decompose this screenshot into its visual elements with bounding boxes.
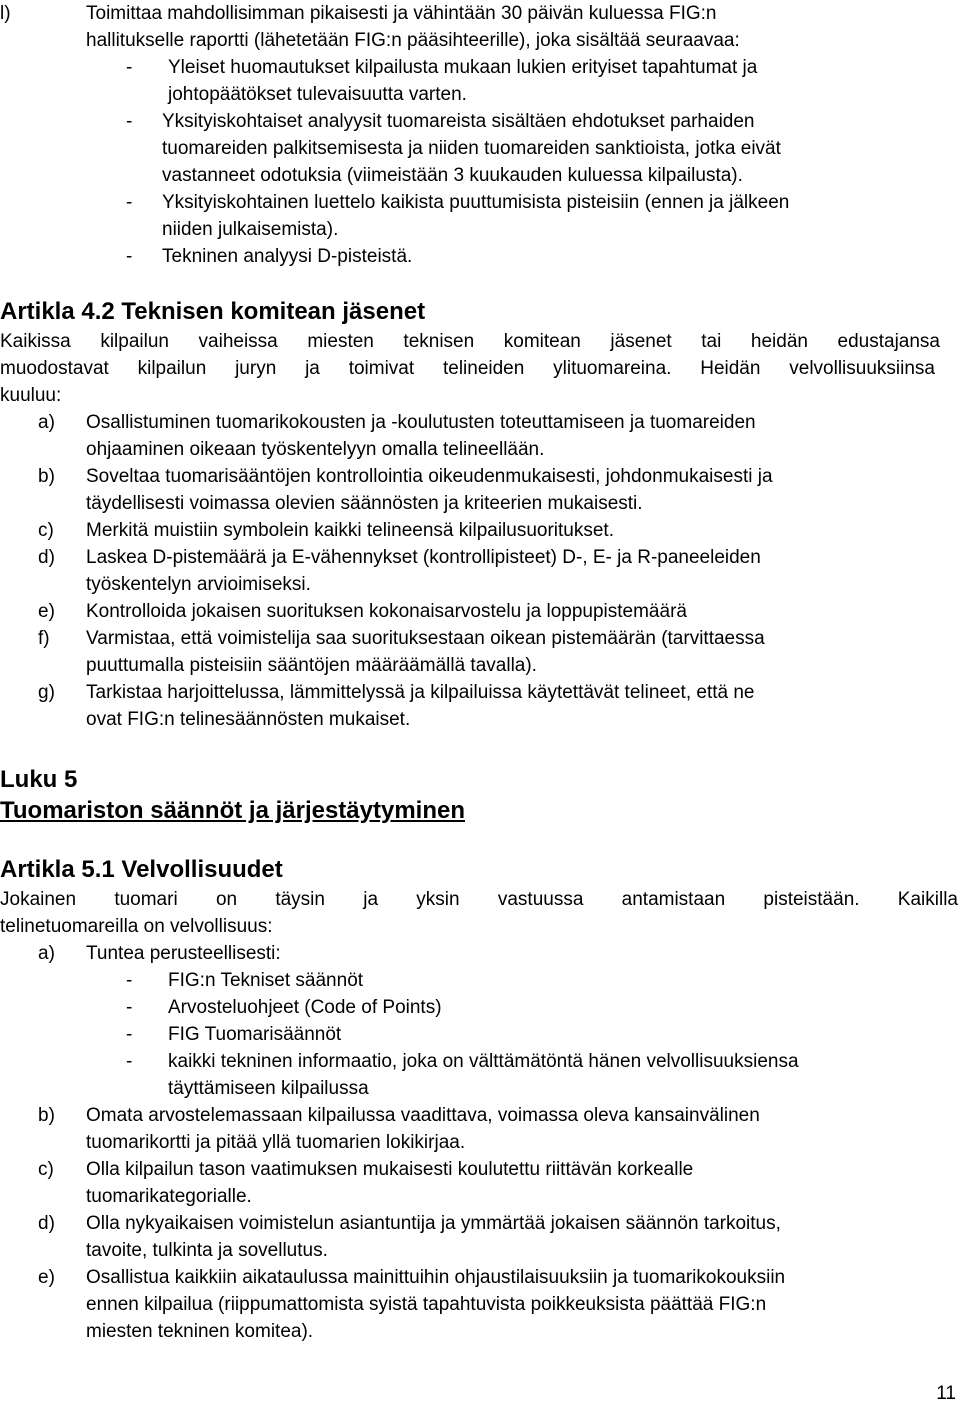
- text-line: ovat FIG:n telinesäännösten mukaiset.: [86, 709, 411, 730]
- text-line: tuomarikortti ja pitää yllä tuomarien lokikirjaa.: [86, 1132, 466, 1153]
- paragraph-line: kuuluu:: [0, 385, 62, 406]
- text-line: FIG Tuomarisäännöt: [168, 1024, 342, 1045]
- text-line: Tarkistaa harjoittelussa, lämmittelyssä ja kilpailuissa käytettävät telineet, että ne: [86, 682, 755, 703]
- list-label: c): [38, 1159, 54, 1180]
- text-line: Omata arvostelemassaan kilpailussa vaadittava, voimassa oleva kansainvälinen: [86, 1105, 760, 1126]
- text-line: Olla nykyaikaisen voimistelun asiantuntija ja ymmärtää jokaisen säännön tarkoitus,: [86, 1213, 781, 1234]
- paragraph-line: Jokainen tuomari on täysin ja yksin vastuussa antamistaan pisteistään. Kaikilla: [0, 889, 958, 910]
- dash-marker: -: [126, 57, 133, 78]
- chapter-title: Tuomariston säännöt ja järjestäytyminen: [0, 797, 466, 824]
- article-heading: Artikla 4.2 Teknisen komitean jäsenet: [0, 298, 426, 325]
- text-line: kaikki tekninen informaatio, joka on välttämätöntä hänen velvollisuuksiensa: [168, 1051, 799, 1072]
- text-line: Soveltaa tuomarisääntöjen kontrollointia oikeudenmukaisesti, johdonmukaisesti ja: [86, 466, 773, 487]
- text-line: Osallistuminen tuomarikokousten ja -koulutusten toteuttamiseen ja tuomareiden: [86, 412, 756, 433]
- text-line: Toimittaa mahdollisimman pikaisesti ja vähintään 30 päivän kuluessa FIG:n: [86, 3, 717, 24]
- text-line: Kontrolloida jokaisen suorituksen kokonaisarvostelu ja loppupistemäärä: [86, 601, 687, 622]
- text-line: täydellisesti voimassa olevien säännösten ja kriteerien mukaisesti.: [86, 493, 643, 514]
- text-line: ennen kilpailua (riippumattomista syistä tapahtuvista poikkeuksista päättää FIG:n: [86, 1294, 767, 1315]
- text-line: puuttumalla pisteisiin sääntöjen määräämällä tavalla).: [86, 655, 537, 676]
- text-line: ohjaaminen oikeaan työskentelyyn omalla telineellään.: [86, 439, 545, 460]
- list-item-text: [86, 0, 958, 54]
- list-label: a): [38, 412, 55, 433]
- paragraph-line: telinetuomareilla on velvollisuus:: [0, 916, 273, 937]
- text-line: hallitukselle raportti (lähetetään FIG:n pääsihteerille), joka sisältää seuraavaa:: [86, 30, 740, 51]
- list-label: l): [0, 3, 11, 24]
- text-line: Yksityiskohtaiset analyysit tuomareista sisältäen ehdotukset parhaiden: [162, 111, 755, 132]
- text-line: Arvosteluohjeet (Code of Points): [168, 997, 442, 1018]
- text-line: niiden julkaisemista).: [162, 219, 339, 240]
- list-label: d): [38, 1213, 55, 1234]
- paragraph-line: Kaikissa kilpailun vaiheissa miesten teknisen komitean jäsenet tai heidän edustajansa: [0, 331, 940, 352]
- text-line: Merkitä muistiin symbolein kaikki telineensä kilpailusuoritukset.: [86, 520, 614, 541]
- text-line: työskentelyn arvioimiseksi.: [86, 574, 311, 595]
- list-label: b): [38, 1105, 55, 1126]
- text-line: johtopäätökset tulevaisuutta varten.: [168, 84, 467, 105]
- list-label: f): [38, 628, 50, 649]
- text-line: Yleiset huomautukset kilpailusta mukaan lukien erityiset tapahtumat ja: [168, 57, 758, 78]
- list-label: d): [38, 547, 55, 568]
- text-line: tuomareiden palkitsemisesta ja niiden tuomareiden sanktioista, jotka eivät: [162, 138, 781, 159]
- page-number: 11: [936, 1383, 956, 1404]
- dash-marker: -: [126, 192, 133, 213]
- list-label: a): [38, 943, 55, 964]
- text-line: Yksityiskohtainen luettelo kaikista puuttumisista pisteisiin (ennen ja jälkeen: [162, 192, 790, 213]
- article-heading: Artikla 5.1 Velvollisuudet: [0, 856, 283, 883]
- text-line: tuomarikategorialle.: [86, 1186, 252, 1207]
- chapter-number: Luku 5: [0, 766, 78, 793]
- list-label: e): [38, 1267, 55, 1288]
- dash-marker: -: [126, 997, 133, 1018]
- text-line: Tuntea perusteellisesti:: [86, 943, 281, 964]
- dash-marker: -: [126, 970, 133, 991]
- text-line: Olla kilpailun tason vaatimuksen mukaisesti koulutettu riittävän korkealle: [86, 1159, 694, 1180]
- list-label: g): [38, 682, 55, 703]
- list-label: e): [38, 601, 55, 622]
- text-line: FIG:n Tekniset säännöt: [168, 970, 364, 991]
- list-label: b): [38, 466, 55, 487]
- dash-marker: -: [126, 1024, 133, 1045]
- dash-marker: -: [126, 246, 133, 267]
- text-line: Varmistaa, että voimistelija saa suorituksestaan oikean pistemäärän (tarvittaessa: [86, 628, 765, 649]
- text-line: Laskea D-pistemäärä ja E-vähennykset (kontrollipisteet) D-, E- ja R-paneeleiden: [86, 547, 761, 568]
- text-line: tavoite, tulkinta ja sovellutus.: [86, 1240, 328, 1261]
- text-line: Tekninen analyysi D-pisteistä.: [162, 246, 413, 267]
- text-line: vastanneet odotuksia (viimeistään 3 kuukauden kuluessa kilpailusta).: [162, 165, 743, 186]
- dash-marker: -: [126, 111, 133, 132]
- paragraph-line: muodostavat kilpailun juryn ja toimivat telineiden ylituomareina. Heidän velvollisuuksiinsa: [0, 358, 935, 379]
- text-line: Osallistua kaikkiin aikataulussa mainittuihin ohjaustilaisuuksiin ja tuomarikokouksiin: [86, 1267, 786, 1288]
- text-line: täyttämiseen kilpailussa: [168, 1078, 369, 1099]
- list-label: c): [38, 520, 54, 541]
- dash-marker: -: [126, 1051, 133, 1072]
- text-line: miesten tekninen komitea).: [86, 1321, 314, 1342]
